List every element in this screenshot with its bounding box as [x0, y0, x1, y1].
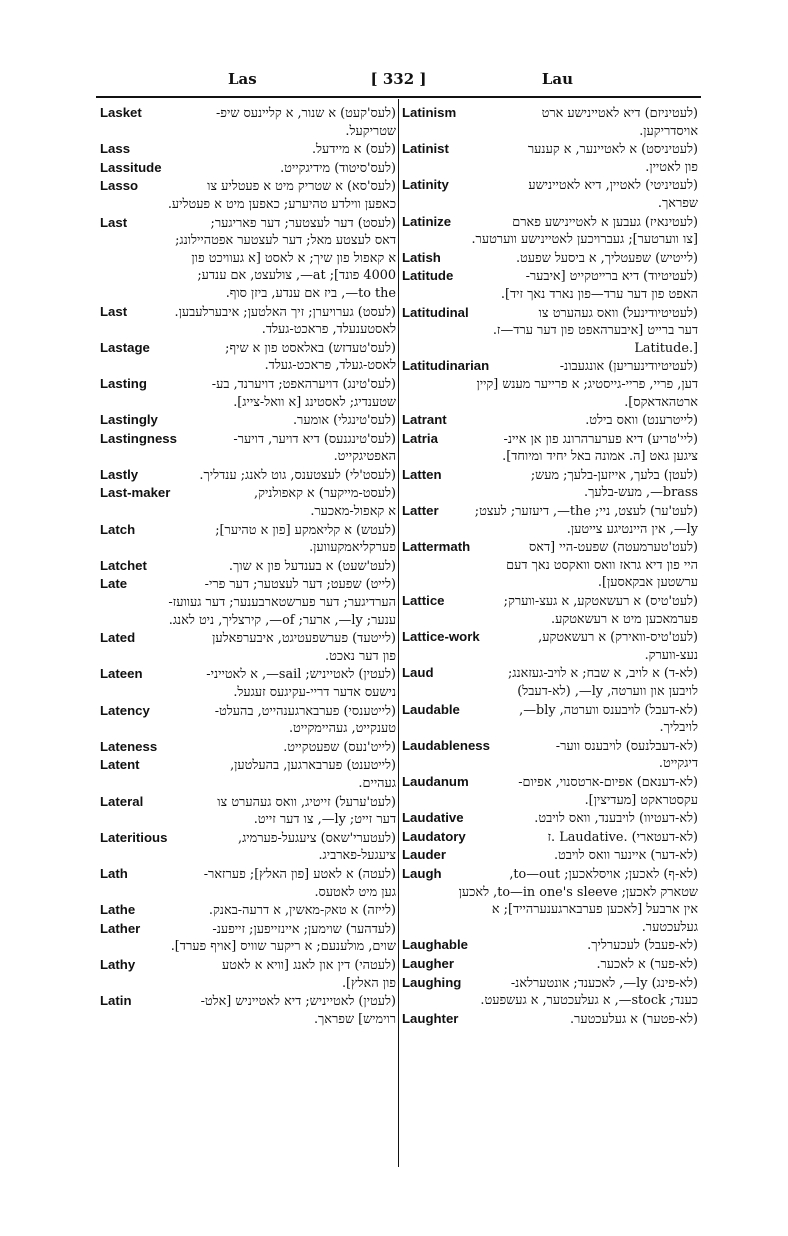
entry-definition-continuation: נעצ-ווערק. [644, 647, 698, 663]
dictionary-entry [100, 484, 396, 520]
entry-headword: Latish [402, 249, 441, 265]
entry-definition-continuation: ציגען גאט [ה. אמונה באל יחיד ומיוחד]. [502, 449, 698, 465]
entry-headword: Latinity [402, 177, 449, 193]
entry-headword: Last [100, 303, 128, 319]
entry-headword: Laughter [402, 1010, 459, 1026]
entry-definition-continuation: דאס לעצטע מאל; דער לעצטער אפטהיילונג; [175, 233, 396, 249]
entry-definition-continuation: האפט פון דער ערד—פון נארד נאך זיד]. [500, 286, 698, 302]
entry-headword: Lather [100, 920, 141, 936]
dictionary-entry [402, 304, 698, 358]
entry-definition: (לעטיניזם) דיא לאטיינישע ארט [541, 106, 698, 121]
entry-headword: Laudatory [402, 828, 466, 844]
dictionary-entry [402, 865, 698, 936]
entry-headword: Lateen [100, 666, 143, 682]
dictionary-entry [402, 974, 698, 1010]
entry-definition: (לא-דענאם) אפיום-ארטסנוי, אפיום- [518, 774, 698, 790]
dictionary-entry [100, 956, 396, 992]
entry-definition: (לא-דעטיוו) לויבענד, וואס לויבט. [534, 811, 698, 827]
entry-headword: Laughing [402, 974, 462, 990]
entry-definition: (לעט'טיס-וואירק) א רעשאטקע, [538, 630, 698, 646]
dictionary-entry [100, 466, 396, 485]
dictionary-entry [402, 213, 698, 249]
entry-definition-continuation: א קאפול-מאכער. [310, 504, 396, 520]
entry-definition: (לעט'טיס) א רעשאטקע, א געצ-ווערק; [503, 594, 698, 610]
entry-definition: (לייטענט) פערבארגען, בהעלטען, [230, 758, 396, 774]
entry-definition-continuation: שפראך. [657, 195, 698, 211]
dictionary-entry [402, 846, 698, 865]
entry-definition-continuation: [.Latitude [634, 340, 698, 356]
entry-definition-continuation: לויבען און ווערטה, ly—, (לא-דעבל) [517, 684, 698, 699]
dictionary-entry [402, 140, 698, 176]
entry-headword: Latchet [100, 557, 147, 573]
entry-definition: (לעטיניטי) לאטיין, דיא לאטיינישע [528, 178, 698, 194]
entry-definition: (לא-דעבלנעס) לויבענס ווער- [555, 738, 698, 754]
entry-definition: (לייט'נעס) שפעטקייט. [283, 739, 396, 755]
dictionary-entry [402, 104, 698, 140]
page-number: [ 332 ] [370, 70, 427, 88]
entry-headword: Lasting [100, 375, 147, 391]
entry-headword: Lathy [100, 956, 136, 972]
entry-definition-continuation: שטריקעל. [345, 123, 396, 139]
entry-definition-continuation: ציעגעל-פארביג. [318, 848, 396, 864]
entry-definition: (לעסט) גערויערן; זיך האלטען; איבערלעבען. [174, 304, 396, 320]
entry-definition-continuation: פון דער נאכט. [325, 648, 396, 664]
dictionary-entry [402, 628, 698, 664]
entry-definition: (לעס'טינגנעס) דיא דויער, דויער- [233, 431, 396, 447]
entry-definition: (לייטענסי) פערבארגענהייט, בהעלט- [214, 703, 396, 719]
dictionary-entry [100, 411, 396, 430]
entry-headword: Latinism [402, 105, 457, 120]
entry-definition-continuation: לויבליך. [659, 720, 698, 736]
dictionary-entry [100, 104, 396, 140]
entry-definition: (לא-פטער) א געלעכטער. [569, 1011, 698, 1027]
entry-definition: (לא-פינג) ly—, לאכענד; אונטערלאנ- [510, 975, 698, 991]
dictionary-entry [100, 738, 396, 757]
dictionary-entry [402, 955, 698, 974]
entry-definition: (לעסט) דער לעצטער; דער פאריגער; [210, 215, 396, 231]
dictionary-entry [402, 466, 698, 502]
entry-headword: Lath [100, 865, 128, 881]
entry-definition: (לא-ף) לאכען; אויסלאכען; to—out, [509, 866, 698, 882]
entry-headword: Latinist [402, 141, 449, 157]
entry-definition-continuation: to the—, ביז אם ענדע, ביזן סוף. [225, 285, 396, 301]
entry-headword: Latinize [402, 213, 452, 229]
entry-headword: Laudanum [402, 773, 469, 789]
entry-definition-continuation: טענקייט, געהיימקייט. [288, 721, 396, 737]
entry-definition: (לעס'טינגלי) אומער. [292, 413, 396, 429]
entry-headword: Laud [402, 665, 434, 681]
entry-headword: Latria [402, 430, 438, 446]
entry-definition: (לעט'שעט) א בענדעל פון א שוך. [228, 558, 396, 574]
dictionary-entry [402, 176, 698, 212]
dictionary-entry [100, 575, 396, 629]
entry-definition: (לא-ד) א לויב, א שבח; א לויב-געזאנג; [507, 666, 698, 682]
dictionary-entry [100, 865, 396, 901]
entry-definition-continuation: brass—, מעש-בלעך. [584, 485, 698, 501]
dictionary-entry [100, 557, 396, 576]
page-header [96, 70, 701, 96]
entry-headword: Latin [100, 993, 132, 1009]
dictionary-entry [402, 538, 698, 592]
entry-definition: (לייטרענט) וואס בילט. [585, 413, 698, 429]
entry-definition: (לא-פעבל) לעכערליך. [587, 938, 698, 954]
entry-definition: (לעס'סא) א שטריק מיט א פעטליע צו [207, 179, 396, 195]
dictionary-entry [100, 629, 396, 665]
entry-definition: (לעס'טינג) דויערהאפט; דויערנד, בע- [211, 376, 396, 392]
entry-definition-continuation: לאסטענעלד, פראכט-געלד. [261, 322, 396, 338]
dictionary-entry [402, 701, 698, 737]
entry-definition: (לעטה) א לאטע [פון האלץ]; פערזאר- [203, 866, 396, 882]
entry-headword: Last [100, 214, 128, 230]
dictionary-entry [100, 702, 396, 738]
entry-definition-continuation: פון האלץ]. [341, 975, 396, 991]
dictionary-entry [100, 339, 396, 375]
entry-definition: (לעט'ערעל) זייטיג, וואס געהערט צו [217, 794, 396, 810]
entry-headword: Latitudinarian [402, 358, 490, 374]
entry-headword: Lasket [100, 105, 142, 120]
left-column [100, 104, 396, 1166]
dictionary-entry [100, 375, 396, 411]
dictionary-entry [402, 1010, 698, 1029]
entry-definition-continuation: ly—, אין היינטיגע צייטען. [566, 521, 698, 537]
dictionary-entry [100, 303, 396, 339]
entry-definition-continuation: כענד; stock—, א געלעכטער, א געשפעט. [480, 993, 698, 1009]
dictionary-entry [402, 267, 698, 303]
dictionary-entry [100, 793, 396, 829]
entry-headword: Laughable [402, 937, 468, 953]
header-left-guide-word: Las [228, 70, 257, 88]
entry-definition: (לא-דער) איינער וואס לויבט. [553, 848, 698, 864]
entry-definition: (לעטערי'שאס) ציעגעל-פערמיג, [238, 830, 396, 846]
entry-headword: Lastly [100, 466, 139, 482]
dictionary-entry [402, 357, 698, 411]
entry-headword: Lauder [402, 847, 446, 863]
dictionary-entry [402, 249, 698, 268]
entry-headword: Lastage [100, 339, 150, 355]
dictionary-entry [402, 411, 698, 430]
dictionary-entry [402, 737, 698, 773]
header-rule [96, 96, 701, 98]
entry-definition: (לעדהער) שוימען; איינזייפען; זייפענ- [212, 921, 396, 937]
entry-headword: Latch [100, 521, 136, 537]
entry-definition-continuation: כאפען ווילדע טהיערע; כאפען מיט א פעטליע. [167, 196, 396, 212]
entry-definition: (לעטהי) דין און לאנג [וויא א לאטע [222, 957, 396, 973]
entry-definition: (לעטינאיז) געבען א לאטיינישע פארם [512, 214, 698, 230]
dictionary-entry [100, 521, 396, 557]
entry-definition-continuation: עקסטראקט [מעדיצין]. [584, 792, 698, 808]
right-column [402, 104, 698, 1166]
entry-definition: (לעטין) לאטייניש; דיא לאטייניש [אלט- [200, 994, 396, 1010]
dictionary-entry [100, 430, 396, 466]
entry-headword: Latitudinal [402, 304, 469, 320]
entry-definition: (לעט'ער) לעצט, ניי; the—, דיעזער; לעצט; [474, 504, 698, 520]
dictionary-entry [402, 664, 698, 700]
entry-definition-continuation: געלעכטער. [641, 919, 698, 935]
entry-definition-continuation: ערשטען אבקאסען]. [597, 575, 698, 591]
entry-headword: Laugher [402, 955, 455, 971]
entry-definition: (לא-פער) א לאכער. [596, 956, 698, 972]
entry-definition: (ליי'טריע) דיא פערערהרונג פון אן איינ- [503, 431, 698, 447]
entry-headword: Latitude [402, 268, 454, 284]
entry-definition-continuation: דער ברייט [איבערהאפט פון דער ערד—ז. [492, 323, 698, 339]
dictionary-entry [100, 214, 396, 303]
entry-definition-continuation: דיגקייט. [658, 756, 698, 772]
entry-headword: Laudableness [402, 737, 490, 753]
entry-definition: (לעס) א מיידעל. [311, 142, 396, 158]
entry-definition: (לייטעד) פערשפעטיגט, איבערפאלען [212, 631, 396, 647]
entry-headword: Lateness [100, 738, 158, 754]
entry-definition-continuation: שטארק לאכען; to—in one's sleeve, לאכען [458, 884, 698, 900]
entry-headword: Last-maker [100, 485, 171, 501]
entry-headword: Lattermath [402, 539, 471, 555]
dictionary-entry [402, 502, 698, 538]
entry-headword: Lathe [100, 902, 136, 918]
entry-definition: (לעטיטיודינעריען) אונגעבונ- [559, 359, 698, 375]
entry-definition-continuation: ארטהאדאקס]. [624, 394, 698, 410]
dictionary-entry [100, 177, 396, 213]
entry-definition-continuation: גען מיט לאטעס. [314, 884, 396, 900]
entry-headword: Lateritious [100, 829, 168, 845]
entry-definition: (לעטש) א קליאמקע [פון א טהיער]; [215, 522, 396, 538]
column-divider [398, 99, 399, 1167]
entry-definition: (לעטיטיודינעל) וואס געהערט צו [538, 305, 698, 321]
entry-definition: (לעט'טערמעטה) שפעט-היי [דאס [528, 540, 698, 556]
entry-definition: (לעטיניסט) א לאטיינער, א קענער [527, 142, 698, 158]
entry-definition-continuation: דער זייט; ly—, צו דער זייט. [253, 812, 396, 828]
entry-headword: Latter [402, 503, 439, 519]
entry-definition: (לא-דעטארי) .Laudative .ז [547, 829, 698, 845]
entry-headword: Laugh [402, 865, 442, 881]
entry-headword: Latrant [402, 412, 447, 428]
entry-definition-continuation: היי פון דיא גראז וואס וואקסט נאך דעם [506, 557, 698, 573]
dictionary-entry [100, 140, 396, 159]
entry-definition: (לעס'סיטוד) מידיגקייט. [280, 160, 396, 176]
entry-definition-continuation: האפטיגקייט. [333, 449, 396, 465]
entry-headword: Lassitude [100, 159, 162, 175]
entry-headword: Lass [100, 141, 131, 157]
dictionary-entry [100, 159, 396, 178]
entry-headword: Lattice [402, 593, 445, 609]
dictionary-entry [100, 665, 396, 701]
dictionary-entry [100, 756, 396, 792]
entry-definition-continuation: פערקליאמקעווען. [309, 540, 396, 556]
entry-definition: (לא-דעבל) לויבענס ווערטה, bly—, [519, 702, 698, 718]
entry-headword: Lastingness [100, 430, 177, 446]
entry-headword: Latency [100, 702, 150, 718]
entry-definition: (לעטין) לאטייניש; sail—, א לאטייני- [206, 667, 396, 683]
entry-definition: (לעטן) בלעך, אייזען-בלעך; מעש; [530, 467, 698, 483]
entry-headword: Lateral [100, 793, 144, 809]
header-right-guide-word: Lau [541, 70, 573, 88]
entry-definition-continuation: לאסט-געלד, פראכט-געלד. [264, 358, 396, 374]
entry-headword: Laudative [402, 810, 464, 826]
entry-headword: Lastingly [100, 412, 158, 428]
dictionary-entry [100, 829, 396, 865]
entry-definition-continuation: א קאפול פון שיך; א לאסט [א געוויכט פון [191, 250, 396, 266]
entry-definition-continuation: הערדיגער; דער פערשטארבענער; דער געוועז- [168, 595, 396, 611]
entry-headword: Laudable [402, 701, 460, 717]
dictionary-entry [402, 592, 698, 628]
entry-definition-continuation: אין ארבעל [לאכען פערבארגענערהייד]; א [491, 902, 698, 918]
entry-definition-continuation: נישעס אדער דריי-עקיגעס זעגעל. [233, 685, 396, 700]
entry-headword: Lasso [100, 178, 139, 194]
entry-headword: Late [100, 576, 128, 592]
entry-definition-continuation: שטענדיג; לאסטינג [א וואל-צייג]. [233, 394, 396, 410]
entry-definition: (לעטיטיוד) דיא ברייטקייט [איבער- [525, 269, 698, 285]
entry-definition: (לעסט'לי) לעצטענס, גוט לאנג; ענדליך. [199, 467, 396, 483]
dictionary-entry [402, 430, 698, 466]
entry-headword: Latten [402, 466, 442, 482]
dictionary-entry [100, 901, 396, 920]
dictionary-entry [100, 992, 396, 1028]
entry-definition-continuation: אויסדריקען. [639, 123, 698, 139]
dictionary-entry [100, 920, 396, 956]
entry-definition-continuation: [צו ווערטער]; געברויכען לאטיינישע ווערטער. [471, 232, 698, 248]
dictionary-entry [402, 936, 698, 955]
entry-definition: (לעס'טעדזש) באלאסט פון א שיף; [225, 340, 396, 356]
entry-definition-continuation: געהיים. [358, 775, 396, 791]
entry-definition-continuation: רוימיש] שפראך. [313, 1011, 396, 1027]
entry-definition-continuation: ענער; ly—, ארער; of—, קירצליך, ניט לאנג. [168, 612, 396, 628]
entry-definition: (לעס'קעט) א שנור, א קליינעס שיפ- [215, 106, 396, 121]
entry-headword: Latent [100, 757, 140, 773]
entry-definition: (לייט) שפעט; דער לעצטער; דער פרי- [204, 577, 396, 593]
entry-definition: (לייזה) א טאק-מאשין, א דרעה-באנק. [208, 903, 396, 919]
entry-definition-continuation: שוים, מולענעם; א ריקער שוויס [אויף פערד]. [170, 939, 396, 955]
entry-definition: (לעסט-מייקער) א קאפולניק, [254, 486, 396, 502]
entry-definition-continuation: 4000 פונד]; at—, צולעצט, אם ענדע; [197, 268, 396, 284]
entry-headword: Lated [100, 630, 136, 646]
entry-definition-continuation: פון לאטיין. [645, 159, 698, 175]
entry-headword: Lattice-work [402, 629, 480, 645]
dictionary-entry [402, 828, 698, 847]
dictionary-entry [402, 773, 698, 809]
entry-definition-continuation: דען, פריי, פריי-גייסטיג; א פרייער מענש [קיין [476, 376, 698, 392]
entry-definition-continuation: פערמאכען מיט א רעשאטקע. [551, 611, 698, 627]
entry-definition: (לייטיש) שפעטליך, א ביסעל שפעט. [515, 250, 698, 266]
dictionary-entry [402, 809, 698, 828]
